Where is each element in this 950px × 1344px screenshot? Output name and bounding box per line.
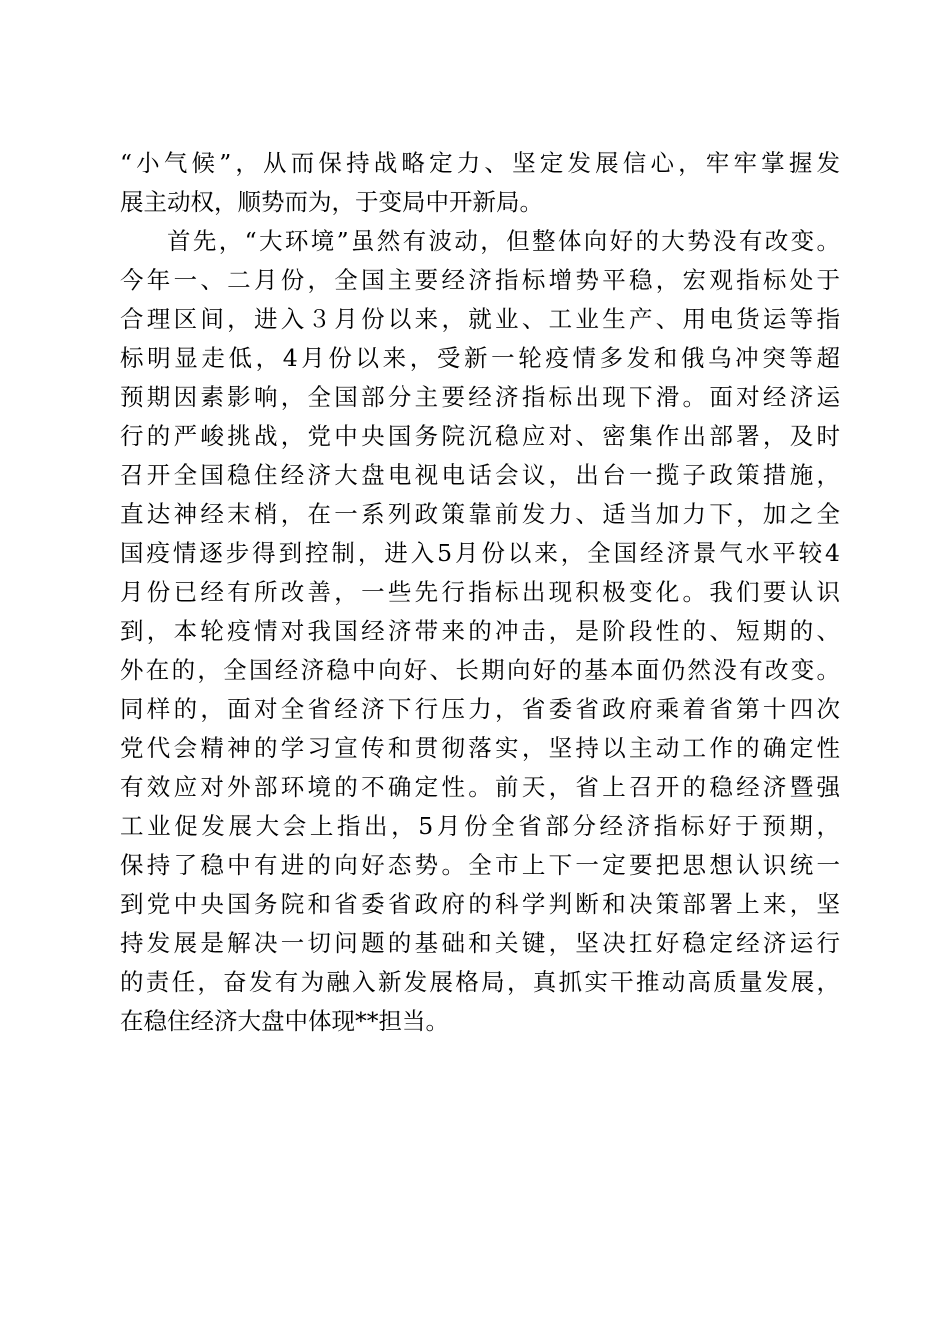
text-line: “小气候”，从而保持战略定力、坚定发展信心，牢牢掌握发	[120, 149, 840, 177]
text-line: 直达神经末梢，在一系列政策靠前发力、适当加力下，加之全	[120, 500, 840, 528]
text-line: 有效应对外部环境的不确定性。前天，省上召开的稳经济暨强	[120, 773, 840, 801]
text-line: 党代会精神的学习宣传和贯彻落实，坚持以主动工作的确定性	[120, 734, 840, 762]
text-line: 召开全国稳住经济大盘电视电话会议，出台一揽子政策措施，	[120, 461, 840, 489]
text-line: 国疫情逐步得到控制，进入5月份以来，全国经济景气水平较4	[120, 539, 840, 567]
text-line: 行的严峻挑战，党中央国务院沉稳应对、密集作出部署，及时	[120, 422, 840, 450]
text-line: 月份已经有所改善，一些先行指标出现积极变化。我们要认识	[120, 578, 840, 606]
text-line: 在稳住经济大盘中体现**担当。	[120, 1007, 449, 1035]
text-line: 的责任，奋发有为融入新发展格局，真抓实干推动高质量发展，	[120, 968, 840, 996]
text-line: 今年一、二月份，全国主要经济指标增势平稳，宏观指标处于	[120, 266, 840, 294]
text-line: 外在的，全国经济稳中向好、长期向好的基本面仍然没有改变。	[120, 656, 840, 684]
text-line: 预期因素影响，全国部分主要经济指标出现下滑。面对经济运	[120, 383, 840, 411]
text-line: 展主动权，顺势而为，于变局中开新局。	[120, 188, 543, 216]
text-line: 首先，“大环境”虽然有波动，但整体向好的大势没有改变。	[167, 227, 840, 255]
text-line: 到，本轮疫情对我国经济带来的冲击，是阶段性的、短期的、	[120, 617, 840, 645]
text-line: 持发展是解决一切问题的基础和关键，坚决扛好稳定经济运行	[120, 929, 840, 957]
text-line: 合理区间，进入３月份以来，就业、工业生产、用电货运等指	[120, 305, 840, 333]
text-line: 工业促发展大会上指出，5月份全省部分经济指标好于预期，	[120, 812, 840, 840]
text-line: 保持了稳中有进的向好态势。全市上下一定要把思想认识统一	[120, 851, 840, 879]
body-text	[120, 144, 840, 1041]
text-line: 标明显走低，4月份以来，受新一轮疫情多发和俄乌冲突等超	[120, 344, 840, 372]
text-line: 到党中央国务院和省委省政府的科学判断和决策部署上来，坚	[120, 890, 840, 918]
text-line: 同样的，面对全省经济下行压力，省委省政府乘着省第十四次	[120, 695, 840, 723]
